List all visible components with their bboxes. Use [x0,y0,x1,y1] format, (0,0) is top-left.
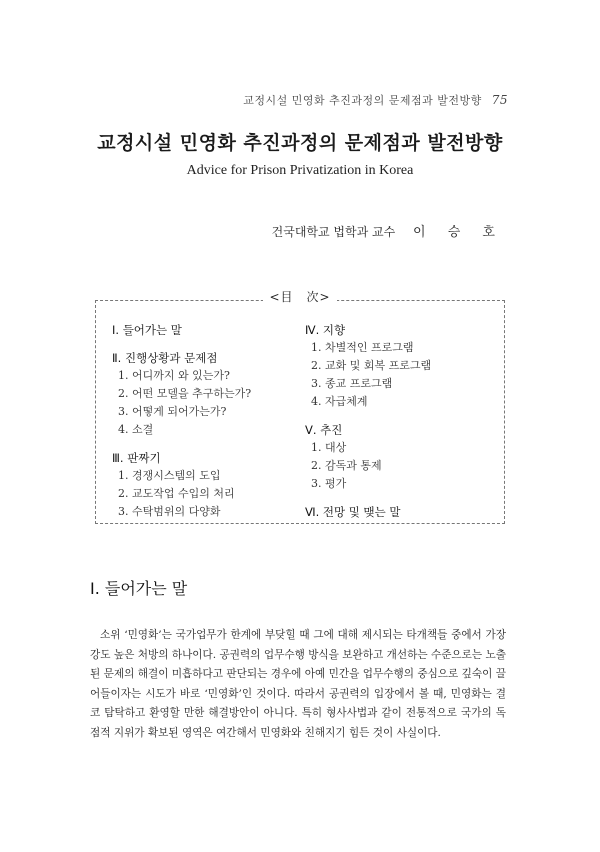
toc-section: Ⅱ. 진행상황과 문제점 [112,351,218,365]
author-affiliation: 건국대학교 법학과 교수 [271,225,396,239]
toc-heading: <目 次> [0,288,600,305]
toc-item: 4. 자급체계 [311,395,368,408]
toc-item: 1. 대상 [311,441,347,454]
page-number: 75 [491,93,508,107]
section-heading: Ⅰ. 들어가는 말 [90,579,188,598]
toc-item: 3. 어떻게 되어가는가? [118,405,227,418]
running-head [243,92,508,108]
paper-subtitle: Advice for Prison Privatization in Korea [186,163,414,178]
toc-item: 1. 경쟁시스템의 도입 [118,469,221,482]
toc-item: 3. 종교 프로그램 [311,377,393,390]
toc-section: Ⅲ. 판짜기 [112,451,161,465]
author-line [272,221,504,240]
body-paragraph: 소위 ‘민영화’는 국가업무가 한계에 부닺힐 때 그에 대해 제시되는 타개책들 중에서 가장 강도 높은 처방의 하나이다. 공권력의 업무수행 방식을 보완하고 개선하는 수준으로는 노출된 문제의 해결이 미흡하다고 판단되는 경우에 아예 민간을 업무수행의 중심으로 깊숙이 끌어들이자는 시도가 바로 ‘민영화’인 것이다. 따라서 공권력의 입장에서 볼 때, 민영화는 결코 탐탁하고 환영할 만한 해결방안이 아니다. 특히 형사사법과 같이 전통적으로 국가의 독점적 지위가 확보된 영역은 여간해서 민영화와 친해지기 힘든 것이 사실이다. [90,629,506,739]
toc-item: 3. 수탁범위의 다양화 [118,505,221,518]
toc-item: 2. 감독과 통제 [311,459,382,472]
toc-right-column [305,321,431,521]
toc-item: 1. 어디까지 와 있는가? [118,369,230,382]
toc-section: Ⅰ. 들어가는 말 [112,323,182,337]
toc-item: 2. 어떤 모델을 추구하는가? [118,387,252,400]
toc-item: 3. 평가 [311,477,347,490]
toc-item: 2. 교도작업 수입의 처리 [118,487,235,500]
toc-left-column [112,321,251,521]
toc-section: Ⅵ. 전망 및 맺는 말 [305,505,401,519]
toc-item: 4. 소결 [118,423,154,436]
toc-section: Ⅳ. 지향 [305,323,346,337]
toc-section: Ⅴ. 추진 [305,423,343,437]
author-name: 이 승 호 [413,225,504,240]
running-head-title: 교정시설 민영화 추진과정의 문제점과 발전방향 [243,94,482,107]
paper-title: 교정시설 민영화 추진과정의 문제점과 발전방향 [97,132,503,154]
toc-item: 2. 교화 및 회복 프로그램 [311,359,432,372]
toc-item: 1. 차별적인 프로그램 [311,341,414,354]
